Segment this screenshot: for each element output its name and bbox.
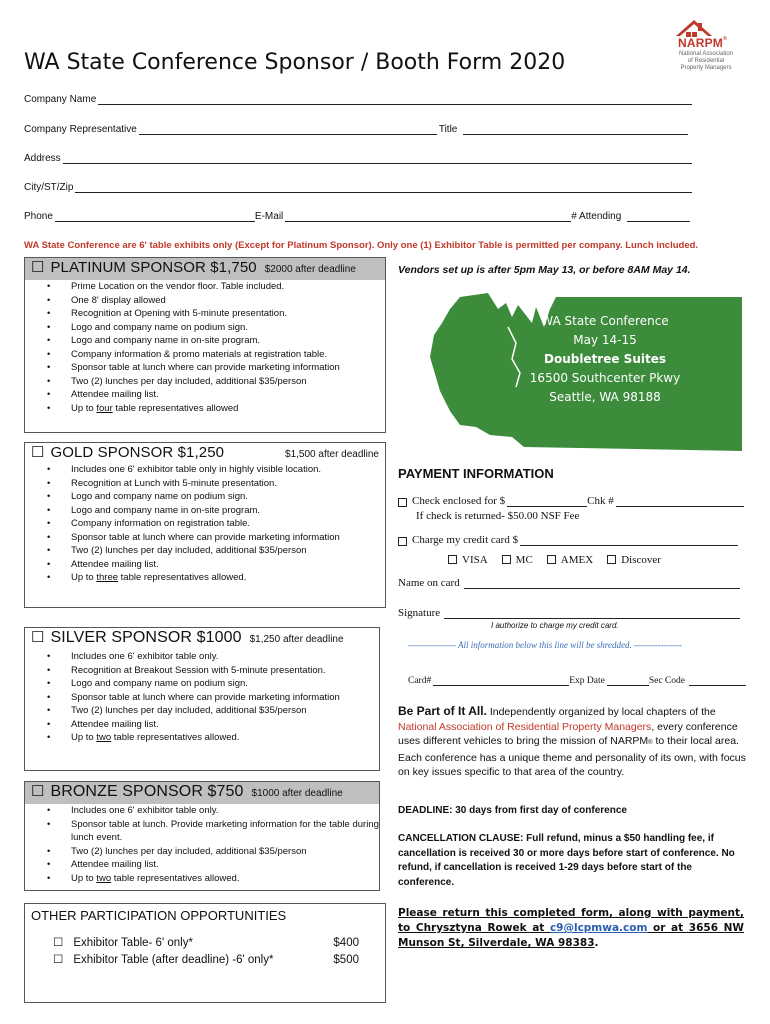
charge-checkbox[interactable] [398, 537, 407, 546]
shred-notice: ---------------- All information below this line will be shredded. ---------------- [408, 640, 682, 650]
sec-label: Sec Code [648, 676, 685, 686]
benefit-item: • Recognition at Opening with 5-minute presentation. [71, 307, 385, 321]
benefit-item: • Attendee mailing list. [71, 858, 379, 872]
benefit-item: • Sponsor table at lunch where can provide marketing information [71, 691, 379, 705]
check-amount-field[interactable] [507, 497, 587, 507]
benefit-item: • Logo and company name in on-site program. [71, 504, 385, 518]
gold-header [25, 443, 385, 463]
chk-no-label: Chk # [587, 495, 614, 507]
return-text: Please return this completed form, along with payment, to Chrysztyna Rowek at [398, 907, 744, 934]
silver-after-deadline: $1,250 after deadline [249, 634, 344, 645]
card-no-label: Card# [408, 676, 432, 686]
benefit-item-representatives [71, 571, 385, 585]
bronze-sponsor-box [24, 781, 380, 891]
benefit-item: • Sponsor table at lunch where can provide marketing information [71, 361, 385, 375]
company-name-label: Company Name [24, 94, 97, 105]
name-on-card-field[interactable] [464, 579, 740, 589]
other-opportunities-box [24, 903, 386, 1003]
charge-label: Charge my credit card $ [412, 534, 519, 546]
bronze-after-deadline: $1000 after deadline [251, 788, 343, 799]
card-type-label: MC [515, 554, 533, 566]
gold-sponsor-box [24, 442, 386, 608]
card-type-option[interactable] [607, 554, 661, 566]
contact-row [24, 211, 690, 222]
benefit-text: Up to [71, 572, 97, 583]
card-type-option[interactable] [547, 554, 593, 566]
platinum-checkbox[interactable]: ☐ [31, 259, 45, 276]
benefit-text: Up to [71, 402, 97, 414]
logo-trademark: ® [723, 36, 727, 42]
benefit-item: • Two (2) lunches per day included, additional $35/person [71, 704, 379, 718]
benefit-item-representatives [71, 731, 379, 745]
page-title: WA State Conference Sponsor / Booth Form 2020 [24, 50, 566, 75]
benefit-item: • Recognition at Breakout Session with 5-minute presentation. [71, 664, 379, 678]
benefit-item: • Attendee mailing list. [71, 558, 385, 572]
logo-line: National Association [678, 51, 734, 57]
venue-info [455, 312, 755, 407]
exhibit-notice: WA State Conference are 6' table exhibits only (Except for Platinum Sponsor). Only one (1) Exhibitor Table is permitted per company. Lunch included. [24, 240, 699, 251]
benefit-text: Up to [71, 732, 97, 743]
other-option-row [25, 952, 359, 969]
benefit-item: • Sponsor table at lunch where can provide marketing information [71, 531, 385, 545]
signature-row [398, 607, 740, 619]
silver-sponsor-box [24, 627, 380, 771]
registered-mark: ® [648, 740, 653, 746]
charge-row [398, 534, 738, 546]
card-type-options [448, 554, 661, 566]
card-type-label: Discover [621, 554, 661, 566]
logo-brand: NARPM [678, 36, 723, 50]
silver-title: SILVER SPONSOR $1000 [50, 629, 242, 646]
benefit-item-representatives [71, 402, 385, 416]
nsf-note: If check is returned- $50.00 NSF Fee [416, 510, 580, 522]
other-option-price: $400 [333, 937, 359, 949]
about-lead: Be Part of It All. [398, 704, 487, 718]
sec-field[interactable] [689, 676, 746, 686]
card-type-checkbox[interactable] [502, 555, 511, 564]
platinum-title: PLATINUM SPONSOR $1,750 [50, 259, 257, 276]
gold-benefits [25, 463, 385, 585]
about-text: , every conference uses different vehicles to bring the mission of NARPM [398, 720, 738, 747]
attending-field[interactable] [627, 212, 690, 222]
card-details-row [408, 676, 746, 686]
address-label: Address [24, 153, 61, 164]
card-no-field[interactable] [433, 676, 569, 686]
attending-label: # Attending [571, 211, 622, 222]
silver-header [25, 628, 379, 650]
about-text: to their local area. Each conference has a unique theme and personality of its own, with focus on key issues specific to that area of the country. [398, 735, 746, 778]
address-row [24, 153, 692, 164]
narpm-logo [668, 18, 744, 76]
benefit-text: table representatives allowed [112, 402, 239, 414]
card-type-checkbox[interactable] [547, 555, 556, 564]
benefit-item: • Sponsor table at lunch. Provide marketing information for the table during lunch event. [71, 818, 379, 845]
bronze-checkbox[interactable]: ☐ [31, 783, 45, 800]
title-field[interactable] [463, 125, 688, 135]
check-label: Check enclosed for $ [412, 495, 506, 507]
check-row [398, 495, 744, 507]
venue-dates: May 14-15 [573, 333, 637, 347]
benefit-item: • Includes one 6' exhibitor table only in highly visible location. [71, 463, 385, 477]
benefit-item: • Includes one 6' exhibitor table only. [71, 650, 379, 664]
return-address: or at 3656 NW Munson St, Silverdale, WA 98383 [398, 922, 744, 949]
benefit-text: table representatives allowed. [111, 872, 240, 884]
signature-field[interactable] [444, 609, 740, 619]
bronze-header [25, 782, 379, 804]
email-label: E-Mail [254, 211, 284, 222]
signature-label: Signature [398, 607, 441, 619]
phone-label: Phone [24, 211, 53, 222]
venue-name: WA State Conference [541, 314, 669, 328]
exp-label: Exp Date [569, 676, 605, 686]
benefit-item: • Attendee mailing list. [71, 718, 379, 732]
gold-checkbox[interactable]: ☐ [31, 444, 45, 461]
company-rep-field[interactable] [139, 125, 437, 135]
benefit-item: • Includes one 6' exhibitor table only. [71, 804, 379, 818]
venue-hotel: Doubletree Suites [543, 352, 666, 366]
return-text: . [594, 937, 599, 949]
chk-no-field[interactable] [616, 497, 744, 507]
about-text: Independently organized by local chapters of the [486, 706, 716, 718]
benefit-item: • Two (2) lunches per day included, additional $35/person [71, 375, 385, 389]
representative-count: four [96, 402, 113, 414]
bronze-title: BRONZE SPONSOR $750 [50, 783, 244, 800]
city-row [24, 182, 692, 193]
other-option-label: Exhibitor Table (after deadline) -6' only* [73, 954, 274, 966]
vendors-setup-note: Vendors set up is after 5pm May 13, or before 8AM May 14. [398, 264, 691, 276]
logo-line: Property Managers [680, 65, 732, 71]
venue-street: 16500 Southcenter Pkwy [529, 371, 681, 385]
email-field[interactable] [285, 212, 571, 222]
bronze-benefits [25, 804, 379, 885]
representative-count: two [96, 872, 112, 884]
check-checkbox[interactable] [398, 498, 407, 507]
other-title: OTHER PARTICIPATION OPPORTUNITIES [31, 908, 287, 923]
benefit-text: table representatives allowed. [111, 732, 240, 743]
payment-heading: PAYMENT INFORMATION [398, 466, 554, 481]
benefit-text: table representatives allowed. [118, 572, 247, 583]
logo-caption [668, 51, 744, 72]
exp-field[interactable] [607, 676, 649, 686]
benefit-item: • Prime Location on the vendor floor. Table included. [71, 280, 385, 294]
benefit-text: Up to [71, 872, 97, 884]
company-rep-label: Company Representative [24, 124, 137, 135]
platinum-after-deadline: $2000 after deadline [264, 264, 356, 275]
silver-benefits [25, 650, 379, 745]
gold-title: GOLD SPONSOR $1,250 [50, 444, 225, 461]
other-option-label: Exhibitor Table- 6' only* [73, 937, 193, 949]
name-on-card-label: Name on card [398, 577, 460, 589]
cancellation-clause: CANCELLATION CLAUSE: Full refund, minus a $50 handling fee, if cancellation is received 30 or more days before start of conference. No refund, if cancellation is received 1-29 days before start of the conference. [398, 833, 735, 888]
authorize-note: I authorize to charge my credit card. [491, 621, 619, 630]
title-label: Title [438, 124, 458, 135]
platinum-header [25, 258, 385, 280]
contact-email-link[interactable]: c9@lcpmwa.com [549, 922, 648, 934]
deadline-note: DEADLINE: 30 days from first day of conference [398, 805, 627, 816]
benefit-item: • Logo and company name on podium sign. [71, 321, 385, 335]
address-field[interactable] [63, 154, 692, 164]
benefit-item: • Company information & promo materials at registration table. [71, 348, 385, 362]
benefit-item: • Logo and company name in on-site program. [71, 334, 385, 348]
other-option-row [25, 935, 359, 952]
representative-count: two [96, 732, 112, 743]
benefit-item: • Attendee mailing list. [71, 388, 385, 402]
logo-line: of Residential [687, 58, 725, 64]
company-name-field[interactable] [98, 95, 692, 105]
card-type-option[interactable] [448, 554, 488, 566]
phone-field[interactable] [55, 212, 255, 222]
gold-after-deadline: $1,500 after deadline [285, 449, 379, 460]
platinum-sponsor-box [24, 257, 386, 433]
company-name-row [24, 94, 692, 105]
card-type-option[interactable] [502, 554, 533, 566]
other-option-price: $500 [333, 954, 359, 966]
benefit-item: • Logo and company name on podium sign. [71, 677, 379, 691]
charge-amount-field[interactable] [520, 536, 738, 546]
other-options [25, 935, 385, 969]
venue-city: Seattle, WA 98188 [549, 390, 661, 404]
card-type-checkbox[interactable] [448, 555, 457, 564]
city-field[interactable] [75, 183, 692, 193]
benefit-item: • Recognition at Lunch with 5-minute presentation. [71, 477, 385, 491]
company-rep-row [24, 124, 688, 135]
silver-checkbox[interactable]: ☐ [31, 629, 45, 646]
other-option-checkbox[interactable]: ☐ [53, 954, 64, 966]
card-type-checkbox[interactable] [607, 555, 616, 564]
return-instructions [398, 906, 744, 951]
benefit-item: • Two (2) lunches per day included, additional $35/person [71, 544, 385, 558]
narpm-org-link[interactable]: National Association of Residential Property Managers [398, 720, 652, 733]
city-label: City/ST/Zip [24, 182, 74, 193]
representative-count: three [96, 572, 119, 583]
about-paragraph [398, 704, 746, 780]
card-type-label: AMEX [560, 554, 594, 566]
benefit-item: • Logo and company name on podium sign. [71, 490, 385, 504]
benefit-item: • Two (2) lunches per day included, additional $35/person [71, 845, 379, 859]
benefit-item-representatives [71, 872, 379, 886]
name-on-card-row [398, 577, 740, 589]
benefit-item: • One 8' display allowed [71, 294, 385, 308]
platinum-benefits [25, 280, 385, 415]
benefit-item: • Company information on registration table. [71, 517, 385, 531]
card-type-label: VISA [462, 554, 488, 566]
other-option-checkbox[interactable]: ☐ [53, 937, 64, 949]
